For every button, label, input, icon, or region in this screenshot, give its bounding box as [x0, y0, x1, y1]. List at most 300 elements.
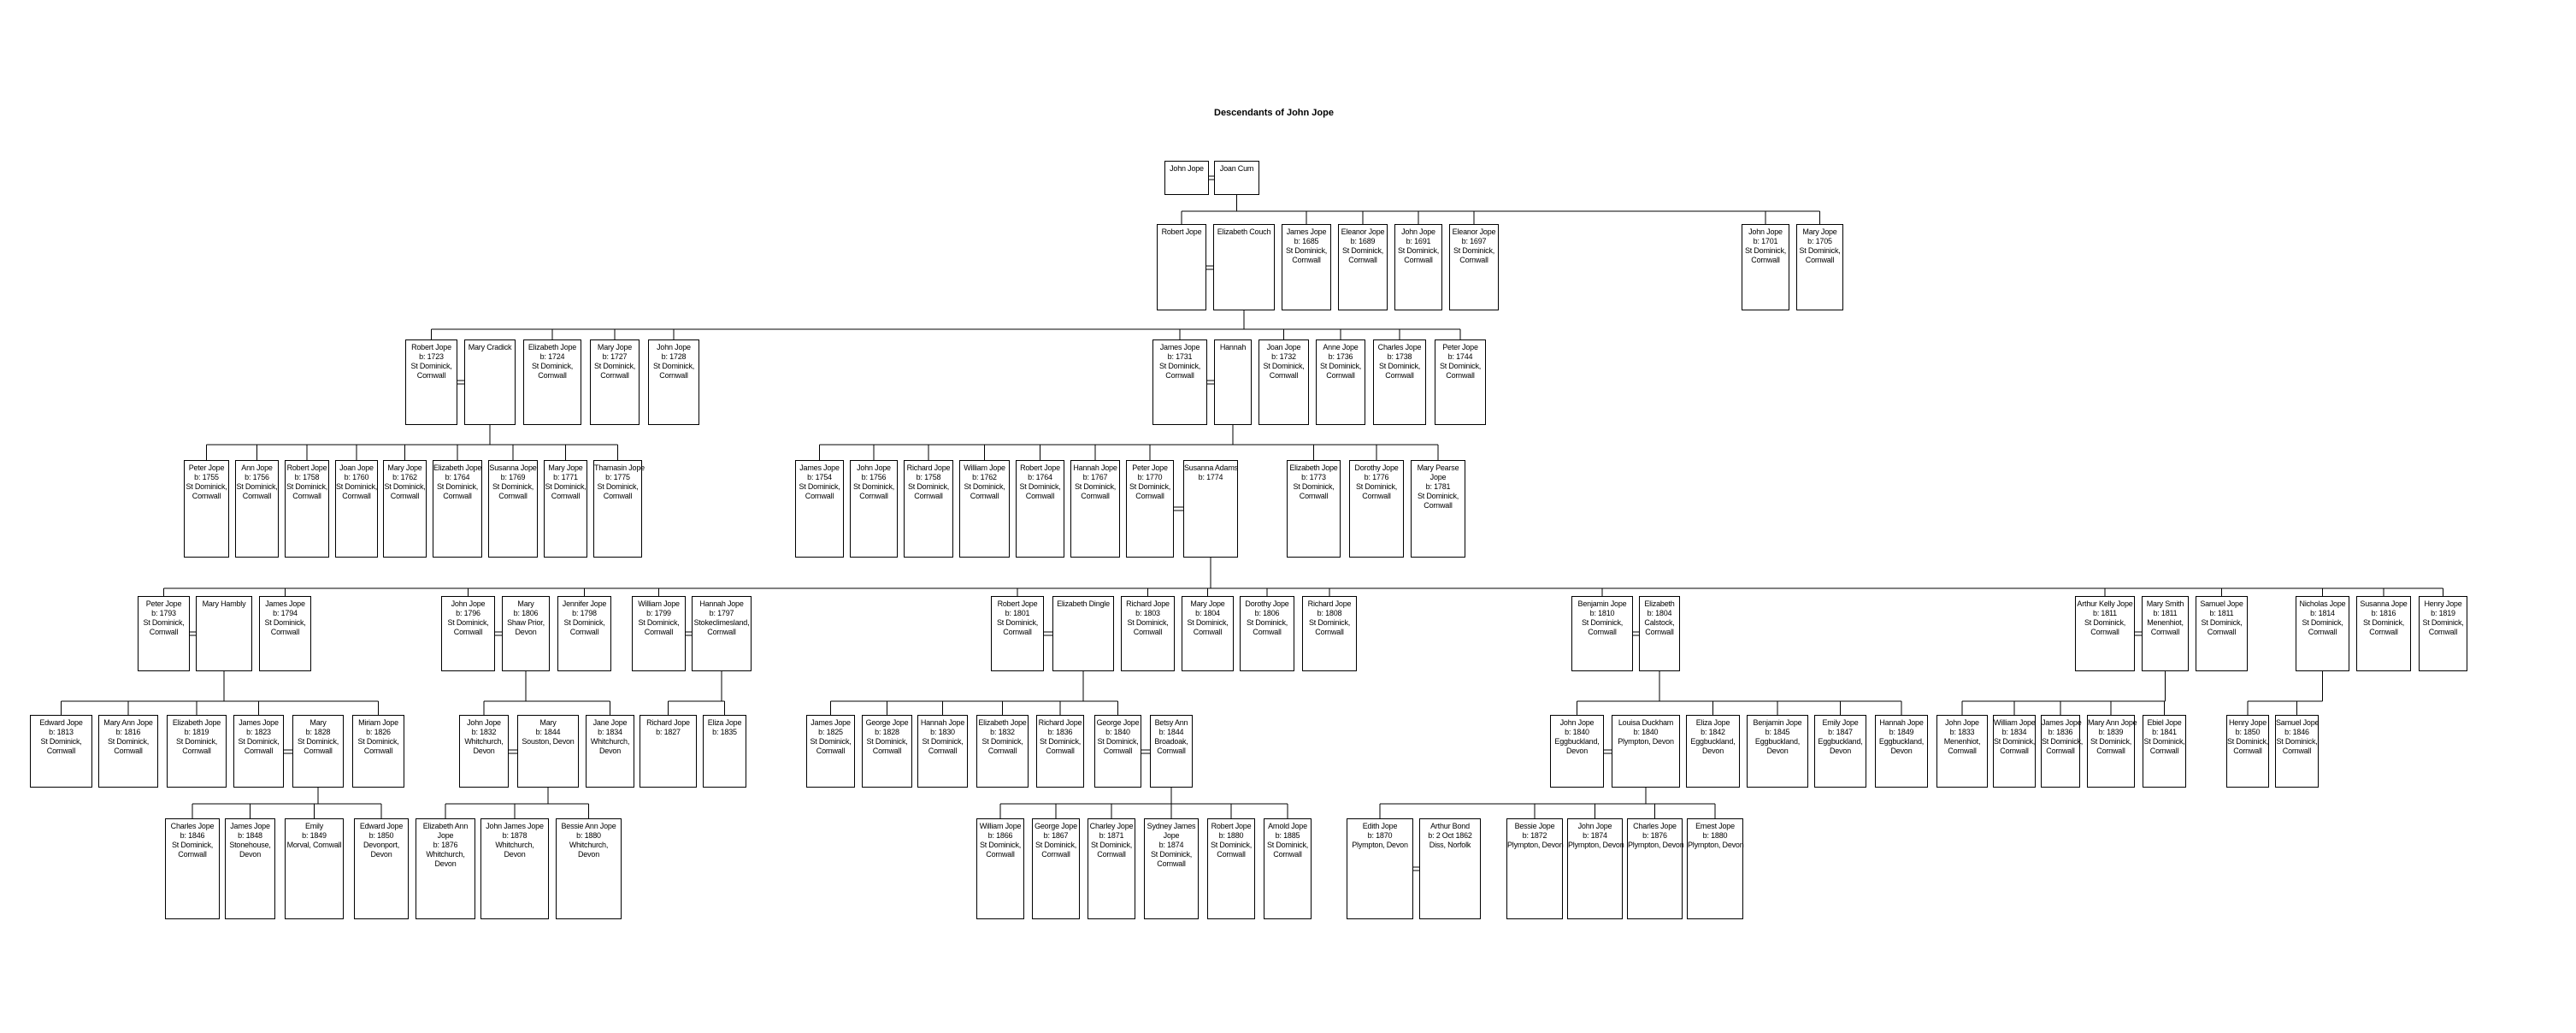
person-text: St Dominick, [357, 737, 399, 746]
person-box-elizabeth-1764[interactable] [433, 460, 482, 558]
person-text: b: 1880 [1702, 831, 1728, 840]
person-box-robert-1723[interactable] [405, 339, 457, 425]
person-box-elizabeth-ann-1876[interactable] [416, 818, 475, 919]
person-text: b: 1813 [49, 728, 74, 736]
person-box-peter-1755[interactable] [184, 460, 229, 558]
person-box-hannah-1797[interactable] [692, 596, 752, 671]
person-text: Plympton, Devon [1628, 841, 1684, 849]
person-box-dorothy-1806[interactable] [1240, 596, 1294, 671]
person-box-james-1794[interactable] [259, 596, 311, 671]
person-box-eliza-1835[interactable] [703, 715, 746, 788]
person-box-george-1840[interactable] [1094, 715, 1141, 788]
person-text: b: 1847 [1828, 728, 1853, 736]
person-box-hannah-1830[interactable] [917, 715, 968, 788]
person-text: Mary [517, 599, 534, 608]
person-text: St Dominick, [866, 737, 908, 746]
person-box-susanna-1816[interactable] [2356, 596, 2411, 671]
person-box-elizabeth-dingle[interactable] [1052, 596, 1114, 671]
person-text: Cornwall [859, 492, 888, 500]
person-text: Menenhiot, [2147, 618, 2184, 627]
person-box-edith-1870[interactable] [1347, 818, 1413, 919]
person-text: b: 1835 [712, 728, 737, 736]
person-text: Cornwall [1025, 492, 1055, 500]
person-text: b: 1758 [916, 473, 941, 481]
person-text: Cornwall [987, 747, 1017, 755]
person-text: Stokeclimesland, [693, 618, 750, 627]
person-text: Cornwall [363, 747, 393, 755]
person-box-susanna-adams[interactable] [1183, 460, 1238, 558]
person-text: b: 1866 [987, 831, 1013, 840]
person-text: Mary Jope [1802, 227, 1837, 236]
person-text: St Dominick, [2042, 737, 2084, 746]
person-text: b: 1849 [302, 831, 327, 840]
person-text: St Dominick, [1417, 492, 1459, 500]
person-text: Cornwall [2000, 747, 2029, 755]
person-text: b: 1775 [605, 473, 630, 481]
person-text: John Jope [857, 463, 891, 472]
person-box-richard-1827[interactable] [640, 715, 697, 788]
person-text: Mary Smith [2146, 599, 2184, 608]
person-text: b: 1731 [1167, 352, 1193, 361]
person-text: b: 1727 [602, 352, 628, 361]
person-text: Cornwall [1424, 501, 1453, 510]
person-text: Cornwall [390, 492, 420, 500]
person-text: St Dominick, [1266, 841, 1309, 849]
person-text: St Dominick, [2084, 618, 2126, 627]
person-text: Whitchurch, [569, 841, 609, 849]
person-text: St Dominick, [2143, 737, 2185, 746]
person-box-elizabeth-1804c[interactable] [1639, 596, 1680, 671]
person-box-james-1754[interactable] [795, 460, 844, 558]
person-box-mary-1806s[interactable] [502, 596, 550, 671]
person-box-sydney-james-1874[interactable] [1144, 818, 1199, 919]
person-text: Whitchurch, [590, 737, 630, 746]
person-text: James Jope [2042, 718, 2082, 727]
person-box-miriam-1826[interactable] [352, 715, 404, 788]
person-box-hannah-1767[interactable] [1070, 460, 1120, 558]
person-text: b: 1724 [539, 352, 565, 361]
person-box-samuel-1846[interactable] [2275, 715, 2319, 788]
person-text: William Jope [964, 463, 1005, 472]
person-text: Samuel Jope [2200, 599, 2243, 608]
person-box-elizabeth-1819[interactable] [167, 715, 227, 788]
person-text: Eggbuckland, [1818, 737, 1863, 746]
person-box-mary-ann-1816[interactable] [98, 715, 158, 788]
person-text: b: 1819 [2431, 609, 2455, 617]
person-box-elizabeth-couch[interactable] [1213, 224, 1275, 310]
person-text: Cornwall [443, 492, 472, 500]
person-text: Cornwall [1751, 256, 1780, 264]
person-text: Cornwall [149, 628, 179, 636]
person-text: Jope [1163, 831, 1180, 840]
person-text: Cornwall [707, 628, 736, 636]
person-box-james-1848[interactable] [225, 818, 275, 919]
person-text: Richard Jope [646, 718, 690, 727]
person-box-ebiel-1841[interactable] [2143, 715, 2186, 788]
person-box-john-james-1878[interactable] [480, 818, 549, 919]
person-text: John Jope [1401, 227, 1435, 236]
person-box-jane-1834[interactable] [586, 715, 634, 788]
person-box-john-1691[interactable] [1394, 224, 1442, 310]
person-box-richard-1803[interactable] [1121, 596, 1175, 671]
person-box-louisa-duckham[interactable] [1612, 715, 1680, 788]
person-box-mary-1804[interactable] [1182, 596, 1234, 671]
person-text: St Dominick, [810, 737, 852, 746]
person-box-richard-1836[interactable] [1036, 715, 1084, 788]
person-text: Devon [370, 850, 392, 859]
person-text: b: 1840 [1565, 728, 1589, 736]
person-text: Arnold Jope [1268, 822, 1307, 830]
person-text: Elizabeth Jope [433, 463, 482, 472]
person-box-charles-1738[interactable] [1373, 339, 1426, 425]
person-text: Anne Jope [1323, 343, 1359, 351]
person-box-joan-1760[interactable] [335, 460, 378, 558]
person-text: St Dominick, [996, 618, 1039, 627]
person-text: St Dominick, [238, 737, 280, 746]
person-text: St Dominick, [852, 482, 895, 491]
person-text: Susanna Jope [2360, 599, 2408, 608]
person-text: St Dominick, [799, 482, 840, 491]
person-text: Eliza Jope [707, 718, 742, 727]
person-text: Devon [239, 850, 262, 859]
person-box-james-1731[interactable] [1152, 339, 1207, 425]
person-box-james-1823[interactable] [233, 715, 284, 788]
person-text: Elizabeth Jope [172, 718, 221, 727]
person-box-john-1728[interactable] [648, 339, 699, 425]
person-box-eliza-1842[interactable] [1686, 715, 1740, 788]
person-text: b: 1796 [456, 609, 480, 617]
person-box-james-1685[interactable] [1282, 224, 1331, 310]
person-box-emily-1849m[interactable] [285, 818, 344, 919]
person-text: John Jope [451, 599, 486, 608]
person-text: b: 1762 [392, 473, 417, 481]
person-text: Mary Jope [597, 343, 633, 351]
person-text: Elizabeth Jope [528, 343, 577, 351]
person-text: b: 1828 [875, 728, 899, 736]
person-text: St Dominick, [1129, 482, 1171, 491]
person-box-john-1796[interactable] [441, 596, 495, 671]
person-box-bessie-ann-1880[interactable] [556, 818, 622, 919]
person-box-henry-1819[interactable] [2419, 596, 2467, 671]
person-text: Cornwall [805, 492, 834, 500]
person-box-eleanor-1689[interactable] [1338, 224, 1388, 310]
person-text: Souston, Devon [522, 737, 575, 746]
person-text: Mary Jope [548, 463, 583, 472]
person-box-charles-1876[interactable] [1627, 818, 1683, 919]
person-text: St Dominick, [1127, 618, 1169, 627]
person-box-peter-1744[interactable] [1435, 339, 1486, 425]
person-text: Cornwall [1193, 628, 1223, 636]
person-text: Devon [577, 850, 600, 859]
person-text: St Dominick, [1263, 362, 1305, 370]
person-text: Cornwall [1046, 747, 1075, 755]
person-box-mary-pearse-1781[interactable] [1411, 460, 1465, 558]
person-text: Cornwall [603, 492, 633, 500]
person-box-charley-1871[interactable] [1088, 818, 1135, 919]
person-box-john-1701[interactable] [1742, 224, 1789, 310]
person-text: Joan Jope [1266, 343, 1301, 351]
person-text: b: 1842 [1701, 728, 1725, 736]
person-box-mary-1762[interactable] [383, 460, 427, 558]
person-text: St Dominick, [1341, 246, 1384, 255]
person-text: Samuel Jope [2276, 718, 2320, 727]
person-text: b: 1825 [818, 728, 843, 736]
person-box-susanna-1769[interactable] [488, 460, 538, 558]
person-box-mary-1844[interactable] [517, 715, 579, 788]
person-box-mary-smith-1811[interactable] [2142, 596, 2189, 671]
person-text: St Dominick, [1439, 362, 1482, 370]
person-text: Cornwall [1645, 628, 1674, 636]
person-text: St Dominick, [264, 618, 306, 627]
person-text: b: 1872 [1522, 831, 1547, 840]
person-box-eleanor-1697[interactable] [1449, 224, 1499, 310]
person-text: Arthur Kelly Jope [2077, 599, 2133, 608]
person-box-john-1833m[interactable] [1936, 715, 1988, 788]
person-text: St Dominick, [652, 362, 695, 370]
person-text: b: 1767 [1082, 473, 1108, 481]
person-text: Cornwall [1459, 256, 1488, 264]
person-text: b: 1811 [2209, 609, 2234, 617]
person-text: St Dominick, [1378, 362, 1421, 370]
person-box-anne-1736[interactable] [1316, 339, 1365, 425]
person-box-elizabeth-1832[interactable] [976, 715, 1029, 788]
person-box-george-1867[interactable] [1032, 818, 1080, 919]
person-box-robert-1758[interactable] [285, 460, 329, 558]
person-text: b: 1841 [2152, 728, 2177, 736]
chart-title: Descendants of John Jope [1214, 108, 1334, 118]
person-text: b: 1819 [184, 728, 209, 736]
person-text: b: 1839 [2098, 728, 2124, 736]
person-box-benjamin-1845[interactable] [1747, 715, 1808, 788]
person-text: Cornwall [1081, 492, 1110, 500]
person-text: Sydney James [1147, 822, 1196, 830]
person-text: b: 1801 [1005, 609, 1030, 617]
person-text: Cornwall [2149, 747, 2179, 755]
person-text: b: 1850 [368, 831, 394, 840]
person-text: b: 1769 [500, 473, 526, 481]
person-box-robert-1764[interactable] [1016, 460, 1064, 558]
person-box-edward-1850[interactable] [354, 818, 409, 919]
person-text: Elizabeth Dingle [1057, 599, 1110, 608]
person-text: George Jope [1035, 822, 1077, 830]
person-box-john-jope-sr[interactable] [1164, 161, 1209, 195]
person-text: John James Jope [486, 822, 544, 830]
person-text: Mary Ann Jope [2088, 718, 2137, 727]
person-text: Benjamin Jope [1753, 718, 1802, 727]
person-text: St Dominick, [1090, 841, 1133, 849]
person-box-mary-1705[interactable] [1796, 224, 1843, 310]
person-text: Cornwall [1348, 256, 1377, 264]
person-box-mary-cradick[interactable] [464, 339, 516, 425]
person-text: Cornwall [192, 492, 221, 500]
person-text: b: 1744 [1447, 352, 1473, 361]
person-box-joan-1732[interactable] [1259, 339, 1309, 425]
person-box-henry-1850[interactable] [2226, 715, 2269, 788]
person-text: St Dominick, [2090, 737, 2132, 746]
person-text: St Dominick, [492, 482, 534, 491]
person-text: Cornwall [1362, 492, 1391, 500]
person-text: Diss, Norfolk [1429, 841, 1471, 849]
person-box-john-1874[interactable] [1567, 818, 1623, 919]
person-text: Edith Jope [1362, 822, 1398, 830]
person-box-nicholas-1814[interactable] [2296, 596, 2349, 671]
person-text: Henry Jope [2228, 718, 2267, 727]
person-text: Devon [473, 747, 495, 755]
person-text: John Jope [657, 343, 691, 351]
person-text: Ernest Jope [1695, 822, 1735, 830]
person-text: James Jope [799, 463, 840, 472]
person-text: Devon [1829, 747, 1852, 755]
person-text: b: 1832 [471, 728, 497, 736]
person-text: b: 1691 [1406, 237, 1431, 245]
person-text: St Dominick, [1994, 737, 2036, 746]
person-text: b: 1850 [2235, 728, 2261, 736]
person-box-john-1840e[interactable] [1550, 715, 1604, 788]
person-text: St Dominick, [2201, 618, 2243, 627]
person-box-william-1799[interactable] [632, 596, 686, 671]
person-text: St Dominick, [1581, 618, 1624, 627]
person-text: b: 1762 [972, 473, 997, 481]
person-text: Cornwall [178, 850, 207, 859]
person-text: Hannah Jope [1879, 718, 1924, 727]
person-box-dorothy-1776[interactable] [1349, 460, 1404, 558]
person-box-thamasin-1775[interactable] [593, 460, 645, 558]
person-text: Joan Jope [339, 463, 374, 472]
person-text: Cornwall [1253, 628, 1282, 636]
person-text: Cornwall [453, 628, 483, 636]
person-box-peter-1770[interactable] [1126, 460, 1174, 558]
person-text: b: 1816 [2371, 609, 2396, 617]
person-text: St Dominick, [597, 482, 639, 491]
person-box-charles-1846[interactable] [165, 818, 220, 919]
person-text: Eliza Jope [1695, 718, 1730, 727]
person-text: Mary Ann Jope [103, 718, 153, 727]
person-box-robert-1880[interactable] [1207, 818, 1255, 919]
person-box-mary-hambly[interactable] [196, 596, 252, 671]
person-text: b: 1755 [194, 473, 219, 481]
person-text: Plympton, Devon [1618, 737, 1674, 746]
person-box-mary-1771[interactable] [544, 460, 587, 558]
person-text: Cornwall [1157, 859, 1186, 868]
person-box-mary-ann-1839[interactable] [2087, 715, 2135, 788]
person-text: James Jope [811, 718, 851, 727]
person-box-mary-1727[interactable] [590, 339, 640, 425]
person-text: Broadoak, [1154, 737, 1188, 746]
person-text: St Dominick, [907, 482, 950, 491]
person-text: Hannah Jope [920, 718, 965, 727]
person-text: b: 1867 [1043, 831, 1069, 840]
person-box-mary-1828[interactable] [292, 715, 344, 788]
person-box-jennifer-1798[interactable] [557, 596, 611, 671]
person-box-samuel-1811[interactable] [2196, 596, 2248, 671]
person-text: Plympton, Devon [1688, 841, 1744, 849]
person-text: James Jope [1159, 343, 1200, 351]
person-text: Cornwall [2233, 747, 2262, 755]
person-box-richard-1758[interactable] [904, 460, 953, 558]
person-text: Charley Jope [1089, 822, 1134, 830]
person-text: Cornwall [1404, 256, 1433, 264]
person-box-elizabeth-1773[interactable] [1287, 460, 1341, 558]
person-text: b: 1764 [1028, 473, 1052, 481]
person-text: Cornwall [1326, 371, 1355, 380]
person-box-george-1828[interactable] [862, 715, 912, 788]
person-text: Bessie Ann Jope [561, 822, 616, 830]
person-box-richard-1808[interactable] [1302, 596, 1357, 671]
person-text: George Jope [1096, 718, 1140, 727]
person-box-hannah[interactable] [1214, 339, 1252, 425]
person-box-elizabeth-1724[interactable] [523, 339, 581, 425]
person-box-arthur-kelly-1811[interactable] [2075, 596, 2135, 671]
person-box-robert-1801[interactable] [991, 596, 1044, 671]
person-text: b: 1874 [1583, 831, 1607, 840]
person-text: John Jope [1748, 227, 1783, 236]
person-text: Dorothy Jope [1354, 463, 1399, 472]
person-box-william-1762[interactable] [959, 460, 1010, 558]
person-box-bessie-1872[interactable] [1506, 818, 1563, 919]
person-text: b: 1764 [445, 473, 470, 481]
person-text: b: 1844 [535, 728, 561, 736]
person-text: St Dominick, [2302, 618, 2343, 627]
person-text: Devon [1565, 747, 1589, 755]
person-box-emily-1847[interactable] [1814, 715, 1866, 788]
person-text: St Dominick, [545, 482, 587, 491]
person-text: St Dominick, [2422, 618, 2464, 627]
person-box-william-1866[interactable] [976, 818, 1024, 919]
person-text: Robert Jope [1211, 822, 1252, 830]
person-box-james-1836[interactable] [2041, 715, 2084, 788]
person-text: Devonport, [363, 841, 400, 849]
person-box-robert-jope[interactable] [1157, 224, 1206, 310]
person-text: Devon [504, 850, 526, 859]
person-text: John Jope [1559, 718, 1595, 727]
person-text: b: 1804 [1195, 609, 1220, 617]
person-text: St Dominick, [2362, 618, 2405, 627]
person-text: St Dominick, [1246, 618, 1288, 627]
person-box-ernest-1880[interactable] [1687, 818, 1743, 919]
person-box-john-1756b[interactable] [850, 460, 898, 558]
person-text: b: 1794 [273, 609, 298, 617]
person-box-james-1825[interactable] [806, 715, 855, 788]
person-box-ann-1756[interactable] [235, 460, 279, 558]
person-box-john-1832[interactable] [459, 715, 509, 788]
person-text: b: 1846 [180, 831, 205, 840]
person-box-betsy-ann-1844[interactable] [1150, 715, 1193, 788]
person-box-joan-cum[interactable] [1214, 161, 1259, 195]
person-box-edward-1813[interactable] [30, 715, 92, 788]
person-text: Peter Jope [145, 599, 182, 608]
person-text: Eggbuckland, [1554, 737, 1600, 746]
person-box-arnold-1885[interactable] [1264, 818, 1312, 919]
person-text: b: 1756 [245, 473, 269, 481]
person-text: St Dominick, [922, 737, 964, 746]
person-box-benjamin-1810[interactable] [1571, 596, 1633, 671]
person-text: Elizabeth Jope [1289, 463, 1338, 472]
person-box-peter-1793[interactable] [138, 596, 190, 671]
person-text: Devon [1701, 747, 1724, 755]
person-text: Robert Jope [997, 599, 1038, 608]
person-box-hannah-1849[interactable] [1875, 715, 1928, 788]
person-text: Robert Jope [1161, 227, 1202, 236]
person-box-arthur-bond[interactable] [1419, 818, 1481, 919]
person-box-william-1834[interactable] [1993, 715, 2036, 788]
person-text: Charles Jope [1377, 343, 1422, 351]
person-text: Cornwall [986, 850, 1015, 859]
person-text: Dorothy Jope [1245, 599, 1289, 608]
person-text: Cornwall [1385, 371, 1414, 380]
person-text: Mary [309, 718, 327, 727]
person-text: b: 2 Oct 1862 [1428, 831, 1472, 840]
person-text: b: 1776 [1364, 473, 1389, 481]
